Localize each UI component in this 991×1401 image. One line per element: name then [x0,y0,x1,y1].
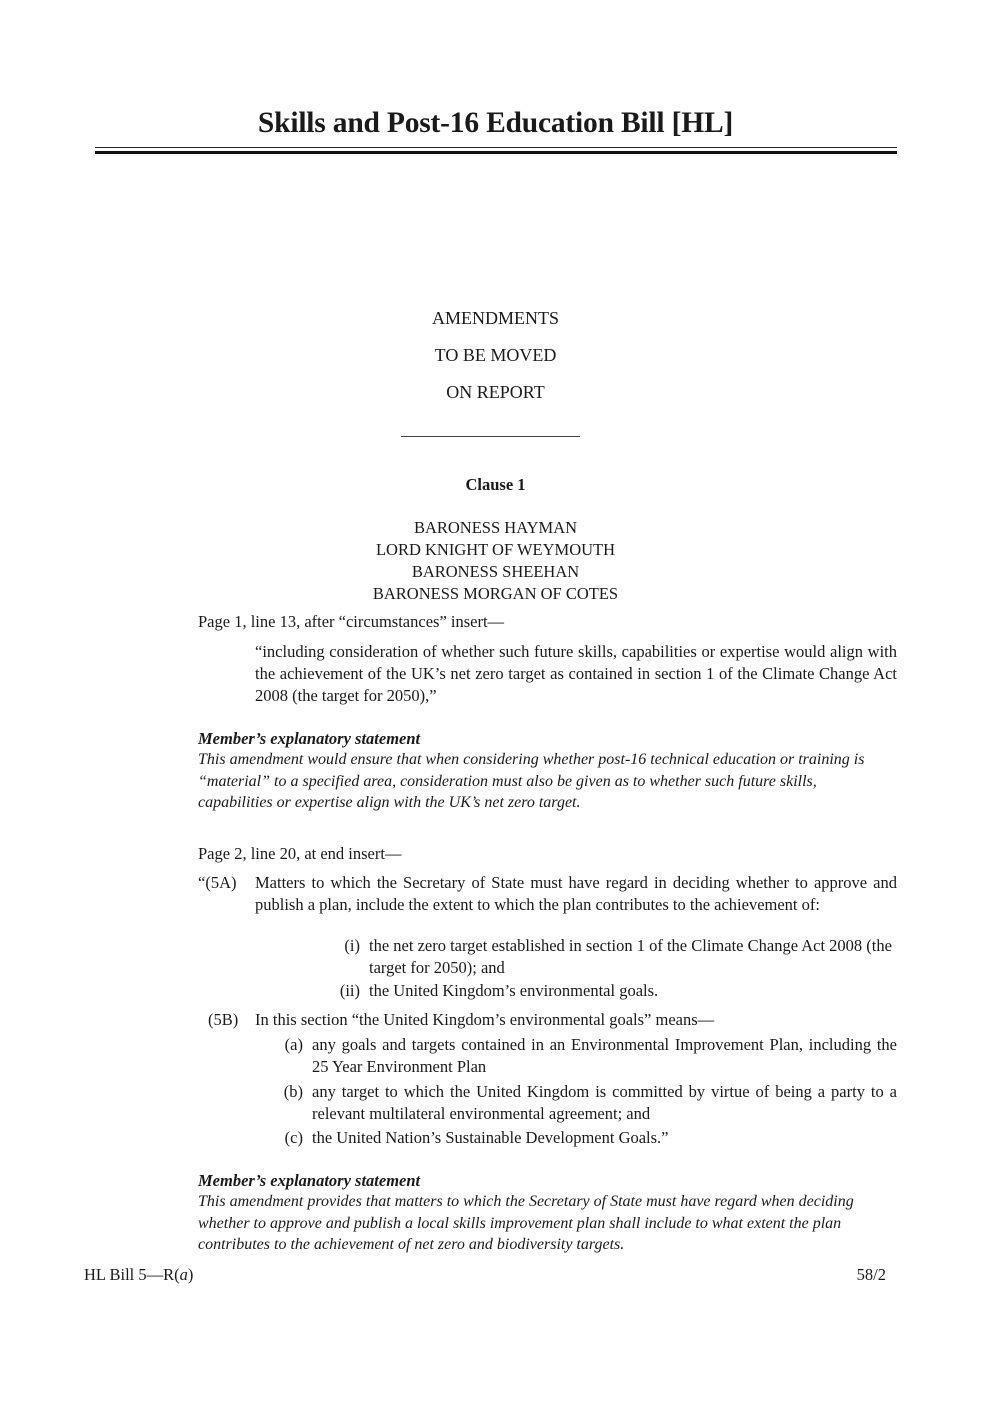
explanatory-statement-text: This amendment would ensure that when considering whether post-16 technical education or training is “material” to a specified area, consideration must also be given as to whether such future skills, capabilities or expertise align with the UK’s net zero target. [198,751,865,811]
item-label: (c) [284,1128,303,1147]
subsection-5b-text: In this section “the United Kingdom’s environmental goals” means— [255,1010,715,1029]
subsection-label-5b: (5B) [208,1010,239,1029]
sponsor-list [0,517,991,605]
item-text: the United Nation’s Sustainable Development Goals.” [312,1128,669,1147]
explanatory-statement-heading: Member’s explanatory statement [198,1171,421,1190]
bill-reference-italic: a [179,1265,188,1284]
document-title: Skills and Post-16 Education Bill [HL] [257,107,734,139]
bill-reference-suffix: ) [187,1265,194,1284]
section-divider [401,436,580,437]
item-label: (ii) [339,981,360,1000]
subsection-5a-text: Matters to which the Secretary of State must have regard in deciding whether to approve and publish a plan, include the extent to which the plan contributes to the achievement of: [255,873,897,914]
sponsor-name: LORD KNIGHT OF WEYMOUTH [375,540,616,559]
page-reference: 58/2 [856,1265,886,1284]
item-text: the United Kingdom’s environmental goals. [369,981,659,1000]
amendment1-instruction: Page 1, line 13, after “circumstances” insert— [198,612,505,631]
title-rule-thick [95,151,897,154]
explanatory-statement-heading: Member’s explanatory statement [198,729,421,748]
bill-reference [84,1265,193,1285]
item-text: any target to which the United Kingdom is committed by virtue of being a party to a relevant multilateral environmental agreement; and [312,1082,897,1123]
title-rule-thin [95,147,897,148]
amendment2-instruction: Page 2, line 20, at end insert— [198,844,402,863]
bill-reference-prefix: HL Bill 5—R( [84,1265,180,1284]
item-label: (a) [284,1035,303,1054]
amendments-heading-line2: TO BE MOVED [434,345,557,365]
amendments-heading [0,300,991,411]
subsection-label-5a: “(5A) [198,873,237,892]
item-label: (b) [283,1082,303,1101]
sponsor-name: BARONESS HAYMAN [413,518,578,537]
explanatory-statement-text: This amendment provides that matters to which the Secretary of State must have regard when deciding whether to approve and publish a local skills improvement plan shall include to what extent the plan contributes to the achievement of net zero and biodiversity targets. [198,1193,854,1253]
amendments-heading-line3: ON REPORT [446,382,545,402]
clause-title: Clause 1 [465,475,526,494]
sponsor-name: BARONESS SHEEHAN [411,562,580,581]
item-label: (i) [344,936,360,955]
sponsor-name: BARONESS MORGAN OF COTES [372,584,619,603]
item-text: the net zero target established in section 1 of the Climate Change Act 2008 (the target for 2050); and [369,936,892,977]
amendment1-text: “including consideration of whether such future skills, capabilities or expertise would align with the achievement of the UK’s net zero target as contained in section 1 of the Climate Change Act 2008 (the target for 2050),” [255,642,897,705]
item-text: any goals and targets contained in an Environmental Improvement Plan, including the 25 Year Environment Plan [312,1035,897,1076]
amendments-heading-line1: AMENDMENTS [431,308,559,328]
